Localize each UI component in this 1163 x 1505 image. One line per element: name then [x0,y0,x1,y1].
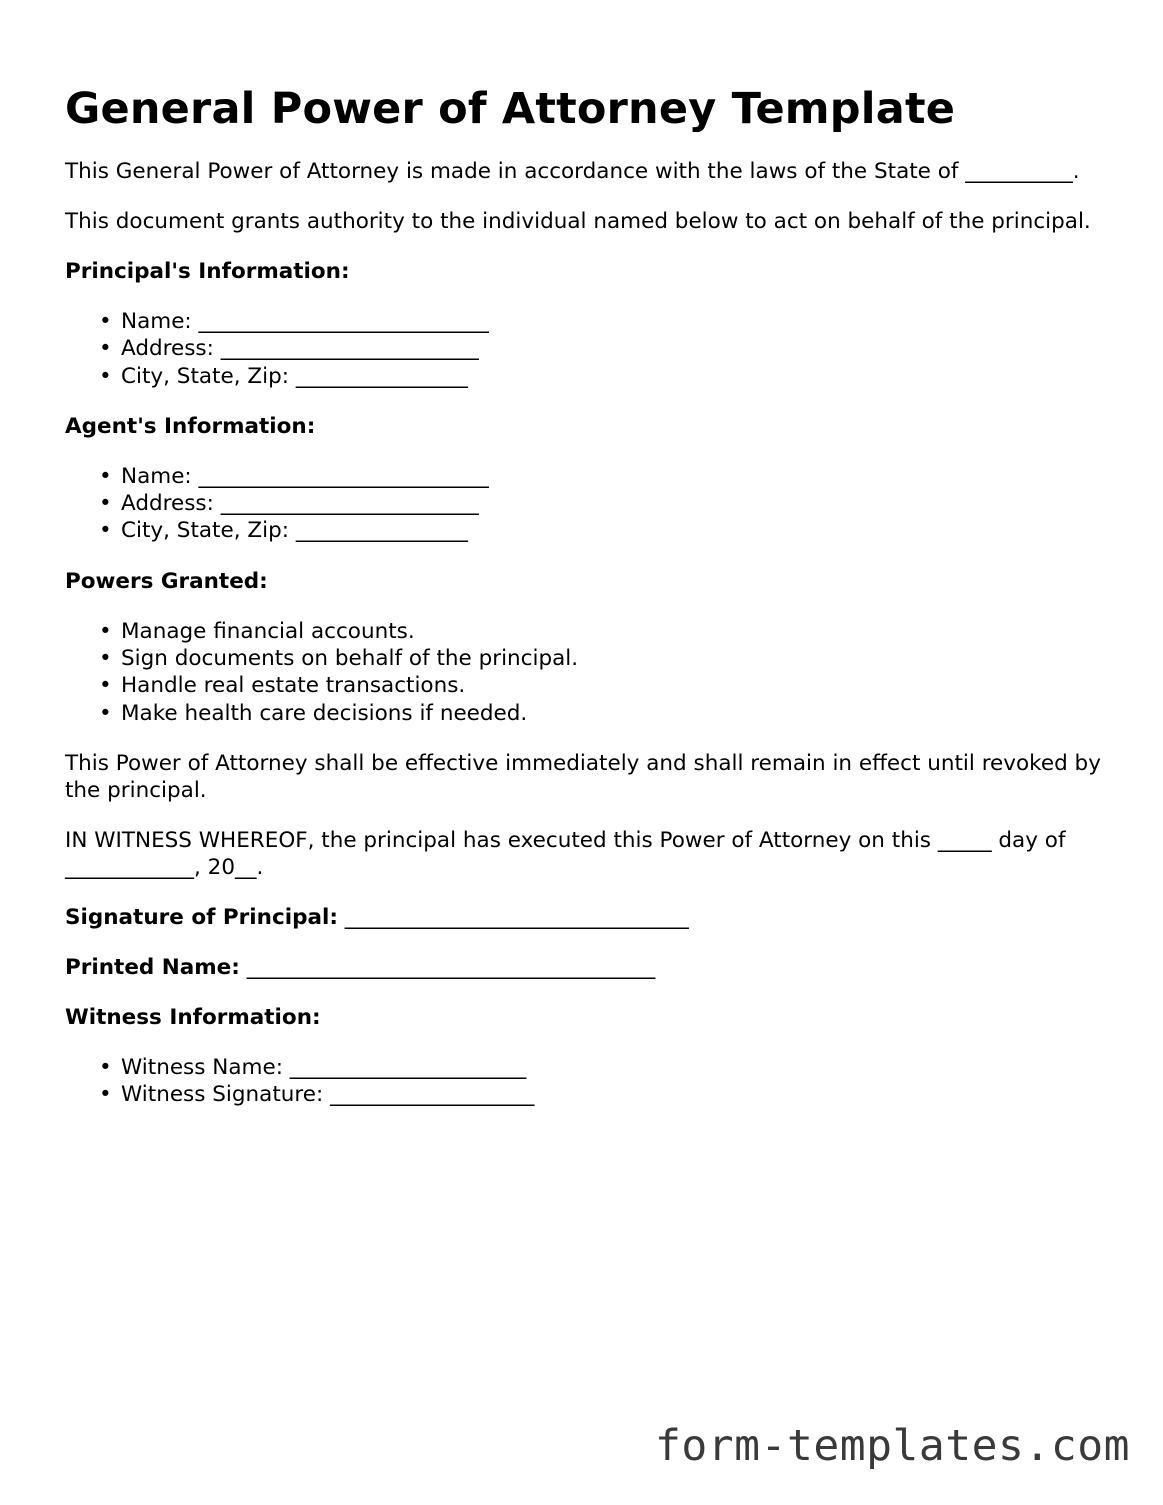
power-item-text: Manage financial accounts. [121,618,415,644]
principal-address-text: Address: ________________________ [121,336,479,362]
witness-info-list [65,1054,1105,1109]
bullet-icon: • [99,673,112,699]
principal-address-field [65,335,1105,362]
document-title: General Power of Attorney Template [65,84,956,134]
agent-name-field [65,463,1105,490]
power-item-text: Sign documents on behalf of the principal. [121,646,579,672]
power-item-text: Handle real estate transactions. [121,673,466,699]
agent-info-heading: Agent's Information: [65,413,316,439]
bullet-icon: • [99,646,112,672]
power-item [65,618,1105,645]
principal-city-state-zip-text: City, State, Zip: ________________ [121,363,468,389]
principal-info-heading: Principal's Information: [65,259,350,284]
intro-paragraph-state: This General Power of Attorney is made in accordance with the laws of the State of __________. [65,159,1080,184]
effective-paragraph: This Power of Attorney shall be effective immediately and shall remain in effect until revoked by the principal. [65,750,1101,803]
bullet-icon: • [99,491,112,517]
bullet-icon: • [99,518,112,544]
principal-signature-blank: ________________________________ [344,904,689,930]
power-item-text: Make health care decisions if needed. [121,700,528,726]
agent-city-state-zip-field [65,517,1105,544]
intro-paragraph-authority: This document grants authority to the individual named below to act on behalf of the principal. [65,209,1091,234]
printed-name-blank: ______________________________________ [246,954,656,980]
bullet-icon: • [99,336,112,362]
bullet-icon: • [99,700,112,726]
printed-name-label: Printed Name: [65,954,240,980]
witness-signature-field [65,1081,1105,1108]
principal-name-text: Name: ___________________________ [121,309,489,334]
principal-info-list [65,308,1105,390]
witness-name-field [65,1054,1105,1081]
principal-name-field [65,308,1105,335]
bullet-icon: • [99,618,112,644]
witness-name-text: Witness Name: ______________________ [121,1054,527,1080]
witness-signature-text: Witness Signature: ___________________ [121,1082,535,1108]
power-item [65,645,1105,672]
agent-address-text: Address: ________________________ [121,491,479,517]
principal-city-state-zip-field [65,363,1105,390]
agent-info-list [65,463,1105,545]
powers-granted-heading: Powers Granted: [65,568,268,594]
bullet-icon: • [99,309,112,334]
bullet-icon: • [99,1054,112,1080]
agent-name-text: Name: ___________________________ [121,463,489,489]
power-item [65,672,1105,699]
site-watermark: form-templates.com [655,1421,1130,1471]
witness-info-heading: Witness Information: [65,1004,321,1030]
bullet-icon: • [99,363,112,389]
document-page [65,78,1105,1132]
agent-address-field [65,490,1105,517]
bullet-icon: • [99,463,112,489]
principal-signature-label: Signature of Principal: [65,904,338,930]
agent-city-state-zip-text: City, State, Zip: ________________ [121,518,468,544]
powers-granted-list [65,618,1105,727]
bullet-icon: • [99,1082,112,1108]
witness-whereof-paragraph: IN WITNESS WHEREOF, the principal has executed this Power of Attorney on this _____ day of ____________, 20__. [65,827,1066,880]
power-item [65,700,1105,727]
printed-name-line [65,954,1105,981]
principal-signature-line [65,904,1105,931]
